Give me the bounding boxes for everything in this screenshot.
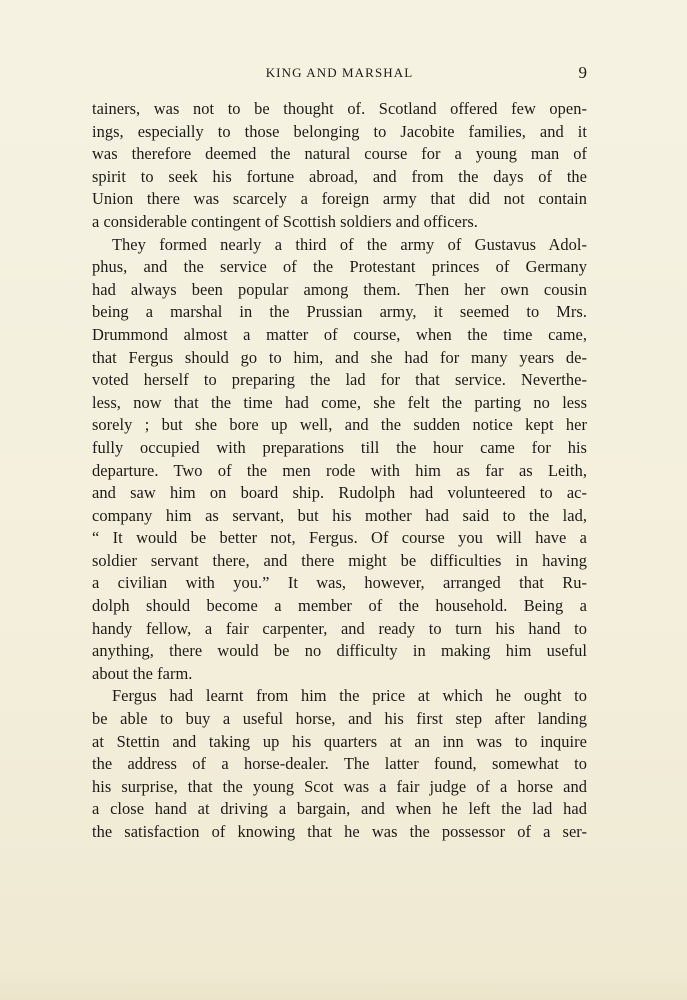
text-line: his surprise, that the young Scot was a fair judge of a horse and [92, 776, 587, 796]
text-line: spirit to seek his fortune abroad, and from the days of the [92, 166, 587, 186]
text-line: soldier servant there, and there might be difficulties in having [92, 550, 587, 570]
text-line: was therefore deemed the natural course for a young man of [92, 144, 587, 164]
text-line: a civilian with you.” It was, however, arranged that Ru- [92, 573, 587, 593]
text-line: phus, and the service of the Protestant princes of Germany [92, 257, 587, 277]
text-line: departure. Two of the men rode with him as far as Leith, [92, 460, 587, 480]
text-line: Union there was scarcely a foreign army that did not contain [92, 189, 587, 209]
running-title: KING AND MARSHAL [265, 65, 414, 80]
text-line: and saw him on board ship. Rudolph had volunteered to ac- [92, 483, 587, 503]
text-line: about the farm. [92, 663, 193, 683]
text-line: be able to buy a useful horse, and his first step after landing [92, 709, 587, 729]
paragraph [92, 685, 587, 843]
text-line: voted herself to preparing the lad for that service. Neverthe- [92, 370, 587, 390]
text-line: company him as servant, but his mother had said to the lad, [92, 505, 587, 525]
text-line: dolph should become a member of the household. Being a [92, 596, 587, 616]
paragraph [92, 234, 587, 686]
text-line: Drummond almost a matter of course, when the time came, [92, 324, 587, 344]
text-line: that Fergus should go to him, and she had for many years de- [92, 347, 587, 367]
page-number: 9 [578, 63, 587, 82]
text-line: ings, especially to those belonging to Jacobite families, and it [92, 121, 587, 141]
text-line: anything, there would be no difficulty in making him useful [92, 641, 587, 661]
paragraph [92, 98, 587, 234]
text-line: sorely ; but she bore up well, and the sudden notice kept her [92, 415, 587, 435]
page-bottom-edge [0, 972, 687, 1000]
text-line: less, now that the time had come, she felt the parting no less [92, 392, 587, 412]
text-line: being a marshal in the Prussian army, it seemed to Mrs. [92, 302, 587, 322]
text-line: the address of a horse-dealer. The latter found, somewhat to [92, 754, 587, 774]
text-line: “ It would be better not, Fergus. Of course you will have a [92, 528, 587, 548]
running-head [92, 62, 587, 84]
text-line: Fergus had learnt from him the price at which he ought to [112, 686, 587, 706]
text-line: a close hand at driving a bargain, and when he left the lad had [92, 799, 587, 819]
text-line: tainers, was not to be thought of. Scotland offered few open- [92, 99, 587, 118]
body-text [92, 98, 587, 844]
text-line: a considerable contingent of Scottish soldiers and officers. [92, 211, 478, 231]
text-line: fully occupied with preparations till the hour came for his [92, 437, 587, 457]
text-line: handy fellow, a fair carpenter, and ready to turn his hand to [92, 618, 587, 638]
text-line: the satisfaction of knowing that he was the possessor of a ser- [92, 822, 587, 841]
text-line: They formed nearly a third of the army of Gustavus Adol- [112, 234, 587, 254]
text-line: at Stettin and taking up his quarters at an inn was to inquire [92, 731, 587, 751]
text-line: had always been popular among them. Then her own cousin [92, 279, 587, 299]
